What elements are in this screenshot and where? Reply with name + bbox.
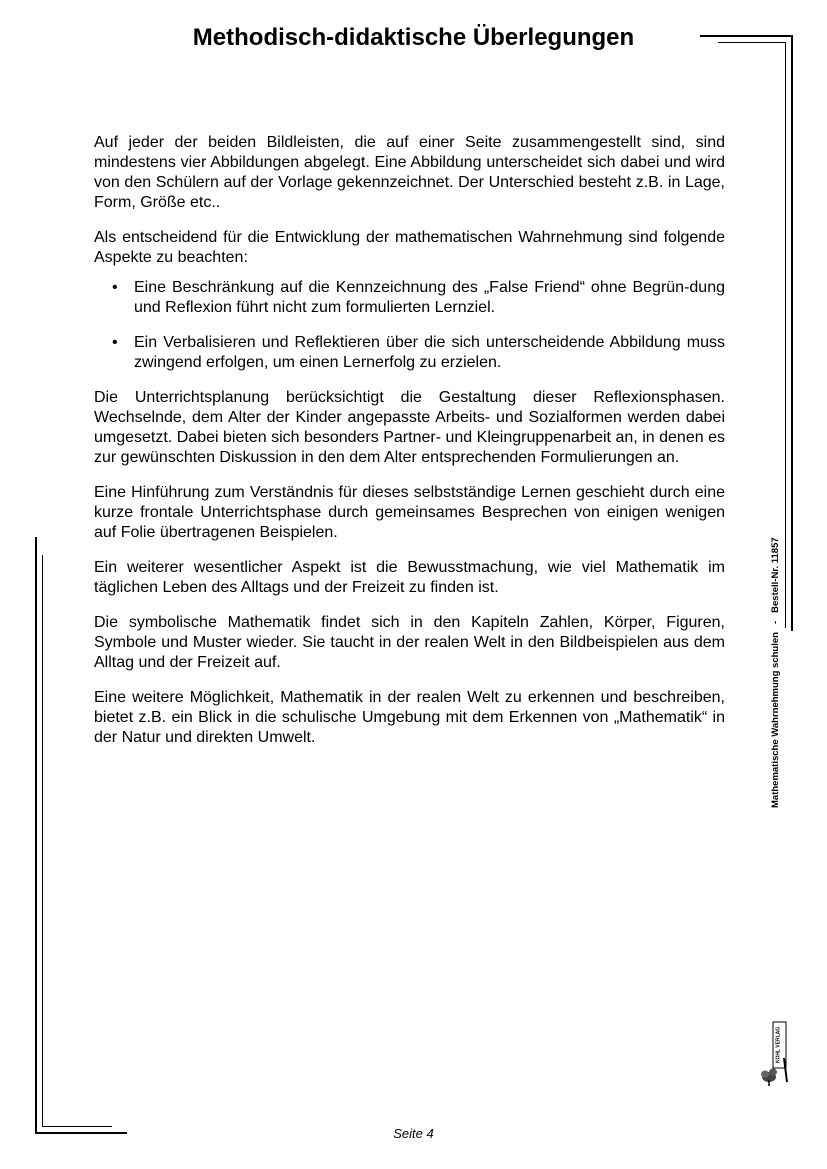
- list-item: [94, 333, 725, 373]
- paragraph-planning: Die Unterrichtsplanung berücksichtigt die Gestaltung dieser Reflexionsphasen. Wechselnde, dem Alter der Kinder angepasste Arbeits- und Sozialformen werden dabei umgesetzt. Dabei bieten sich besonders Partner- und Kleingruppenarbeit an, in denen es zur gewünschten Diskussion in den dem Alter entsprechenden Formulierungen an.: [94, 389, 725, 466]
- paragraph-aspects: Als entscheidend für die Entwicklung der mathematischen Wahrnehmung sind folgende Aspekte zu beachten:: [94, 229, 725, 266]
- paragraph-intro: Auf jeder der beiden Bildleisten, die auf einer Seite zusammengestellt sind, sind mindestens vier Abbildungen abgelegt. Eine Abbildung unterscheidet sich dabei und wird von den Schülern auf der Vorlage gekennzeichnet. Der Unterschied besteht z.B. in Lage, Form, Größe etc..: [94, 134, 725, 211]
- page-title: Methodisch-didaktische Überlegungen: [192, 24, 635, 51]
- paragraph-awareness: Ein weiterer wesentlicher Aspekt ist die Bewusstmachung, wie viel Mathematik im täglichen Leben des Alltags und der Freizeit zu finden ist.: [94, 559, 725, 596]
- publisher-logo: [759, 1020, 789, 1088]
- paragraph-real-world: Eine weitere Möglichkeit, Mathematik in der realen Welt zu erkennen und beschreiben, bietet z.B. ein Blick in die schulische Umgebung mit dem Erkennen von „Mathematik“ in der Natur und direkten Umwelt.: [94, 689, 725, 746]
- aspect-list: [94, 278, 725, 373]
- bullet-icon: •: [112, 279, 118, 296]
- paragraph-introduction: Eine Hinführung zum Verständnis für dieses selbstständige Lernen geschieht durch eine kurze frontale Unterrichtsphase durch gemeinsames Besprechen von einigen wenigen auf Folie übertragenen Beispielen.: [94, 484, 725, 541]
- book-title: Mathematische Wahrnehmung schulen: [770, 632, 781, 808]
- frame-line-left-outer: [35, 537, 37, 1134]
- frame-line-right-inner: [785, 42, 786, 628]
- list-item-text: Ein Verbalisieren und Reflektieren über die sich unterscheidende Abbildung muss zwingend erfolgen, um einen Lernerfolg zu erzielen.: [134, 334, 725, 371]
- body-text: [94, 133, 725, 763]
- order-number: Bestell-Nr. 11857: [770, 537, 781, 613]
- page-number: Seite 4: [393, 1126, 434, 1141]
- frame-line-right-outer: [791, 35, 793, 631]
- paragraph-symbolic: Die symbolische Mathematik findet sich in den Kapiteln Zahlen, Körper, Figuren, Symbole und Muster wieder. Sie taucht in der realen Welt in den Bildbeispielen aus dem Alltag und der Freizeit auf.: [94, 614, 725, 671]
- side-label: [770, 537, 781, 808]
- tree-logo-icon: [759, 1020, 789, 1088]
- list-item-text: Eine Beschränkung auf die Kennzeichnung des „False Friend“ ohne Begrün-dung und Reflexion führt nicht zum formulierten Lernziel.: [134, 279, 725, 316]
- list-item: [94, 278, 725, 318]
- bullet-icon: •: [112, 334, 118, 351]
- frame-line-left-inner: [42, 555, 43, 1127]
- logo-text: KOHL VERLAG: [775, 1026, 782, 1064]
- side-separator: -: [770, 620, 781, 625]
